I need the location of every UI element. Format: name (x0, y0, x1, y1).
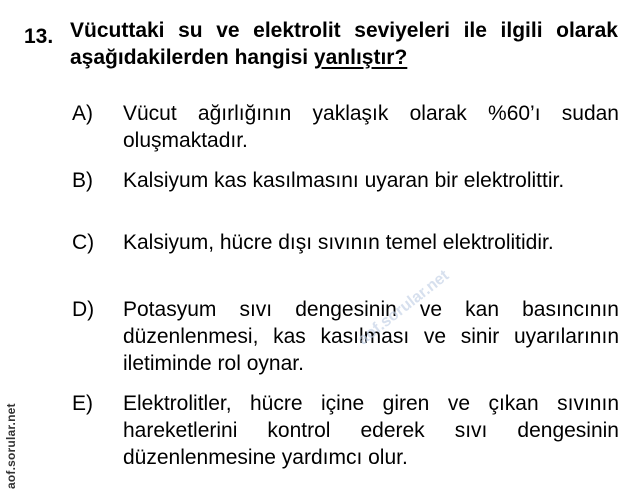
side-watermark: aof.sorular.net (4, 403, 18, 489)
option-text: Elektrolitler, hücre içine giren ve çıkan sıvının hareketlerini kontrol ederek sıvı dengesinin düzenlenmesine yardımcı olur. (123, 392, 619, 469)
option-text: Kalsiyum kas kasılmasını uyaran bir elektrolittir. (123, 169, 565, 192)
question-stem-text: Vücuttaki su ve elektrolit seviyeleri ile ilgili olarak aşağıdakilerden hangisi (70, 19, 618, 69)
question-stem (70, 17, 618, 71)
question-stem-emphasis: yanlıştır? (313, 46, 408, 69)
option-letter: D) (72, 298, 95, 321)
diagonal-watermark: aof.sorular.net (355, 267, 453, 349)
question-number: 13. (24, 25, 54, 48)
option-letter: B) (72, 169, 93, 192)
option-letter: A) (72, 102, 93, 125)
option-letter: C) (72, 231, 95, 254)
option-letter: E) (72, 392, 93, 415)
option-text: Kalsiyum, hücre dışı sıvının temel elektrolitidir. (123, 231, 554, 254)
option-text: Vücut ağırlığının yaklaşık olarak %60’ı sudan oluşmaktadır. (123, 102, 619, 152)
option-text: Potasyum sıvı dengesinin ve kan basıncının düzenlenmesi, kas kasılması ve sinir uyarılarının iletiminde rol oynar. (123, 298, 619, 375)
